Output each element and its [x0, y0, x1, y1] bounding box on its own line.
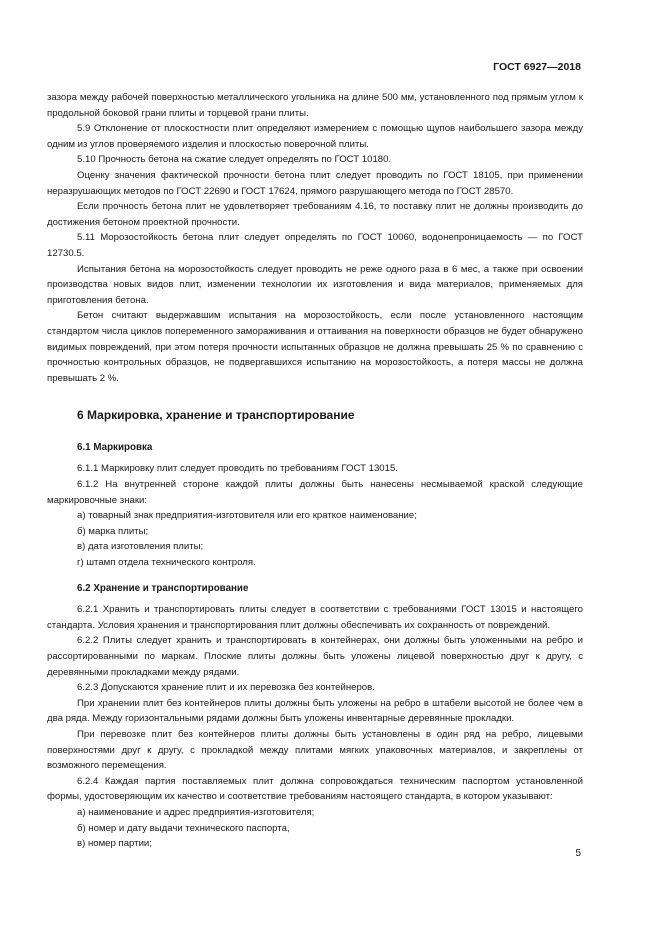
paragraph: Бетон считают выдержавшим испытания на морозостойкость, если после установленного настоящим стандартом числа циклов попеременного замораживания и оттаивания на поверхности образцов не будет обнаружено видимых повреждений, при этом потеря прочности испытанных образцов не должна превышать 25 % по сравнению с прочностью контрольных образцов, не подвергавшихся испытанию на морозостойкость, а потеря массы не должна превышать 2 %. [47, 310, 583, 384]
section-title: 6 Маркировка, хранение и транспортирование [77, 408, 355, 423]
list-item: в) дата изготовления плиты; [77, 541, 204, 553]
list-item: б) номер и дату выдачи технического паспорта, [77, 822, 290, 834]
list-item: в) номер партии; [77, 838, 152, 850]
paragraph: Если прочность бетона плит не удовлетворяет требованиям 4.16, то поставку плит не должны производить до достижения бетоном проектной прочности. [47, 201, 583, 228]
subsection-title: 6.1 Маркировка [77, 441, 153, 453]
paragraph: 6.2.1 Хранить и транспортировать плиты следует в соответствии с требованиями ГОСТ 13015 и настоящего стандарта. Условия хранения и транспортирования плит должны обеспечивать их сохранность от повреждений. [47, 604, 583, 631]
paragraph: 5.11 Морозостойкость бетона плит следует определять по ГОСТ 10060, водонепроницаемость — по ГОСТ 12730.5. [47, 232, 583, 259]
page-number: 5 [575, 848, 581, 859]
paragraph: зазора между рабочей поверхностью металлического угольника на длине 500 мм, установленного под прямым углом к продольной боковой грани плиты и торцевой грани плиты. [47, 92, 583, 119]
paragraph: 6.2.2 Плиты следует хранить и транспортировать в контейнерах, они должны быть уложенными на ребро и рассортированными по маркам. Плоские плиты должны быть уложены лицевой поверхностью друг к другу, с деревянными прокладками между рядами. [47, 635, 583, 678]
paragraph: 6.1.2 На внутренней стороне каждой плиты должны быть нанесены несмываемой краской следующие маркировочные знаки: [47, 479, 583, 506]
subsection-title: 6.2 Хранение и транспортирование [77, 582, 249, 594]
paragraph: 6.2.3 Допускаются хранение плит и их перевозка без контейнеров. [77, 682, 375, 694]
list-item: а) товарный знак предприятия-изготовителя или его краткое наименование; [77, 510, 417, 522]
paragraph: 5.10 Прочность бетона на сжатие следует определять по ГОСТ 10180. [77, 154, 392, 166]
paragraph: Оценку значения фактической прочности бетона плит следует проводить по ГОСТ 18105, при применении неразрушающих методов по ГОСТ 22690 и ГОСТ 17624, прямого разрушающего метода по ГОСТ 28570. [47, 169, 583, 197]
paragraph: 6.1.1 Маркировку плит следует проводить по требованиям ГОСТ 13015. [77, 463, 398, 475]
page-body [47, 90, 583, 852]
list-item: б) марка плиты; [77, 525, 149, 537]
list-item: г) штамп отдела технического контроля. [77, 557, 256, 569]
paragraph: При хранении плит без контейнеров плиты должны быть уложены на ребро в штабели высотой не более чем в два ряда. Между горизонтальными рядами должны быть уложены инвентарные деревянные прокладки. [47, 697, 583, 725]
paragraph: При перевозке плит без контейнеров плиты должны быть установлены в один ряд на ребро, лицевыми поверхностями друг к другу, с прокладкой между плитами мягких упаковочных материалов, и закреплены от возможного перемещения. [47, 728, 583, 772]
list-item: а) наименование и адрес предприятия-изготовителя; [77, 806, 315, 818]
paragraph: 5.9 Отклонение от плоскостности плит определяют измерением с помощью щупов наибольшего зазора между одним из углов проверяемого изделия и плоскостью поверочной плиты. [47, 123, 583, 150]
paragraph: 6.2.4 Каждая партия поставляемых плит должна сопровождаться техническим паспортом установленной формы, удостоверяющим их качество и соответствие требованиям настоящего стандарта, в котором указывают: [47, 775, 583, 803]
document-header: ГОСТ 6927—2018 [493, 61, 581, 73]
paragraph: Испытания бетона на морозостойкость следует проводить не реже одного раза в 6 мес, а также при освоении производства новых видов плит, изменении технологии их изготовления и вида материалов, применяемых для приготовления бетона. [47, 263, 583, 306]
